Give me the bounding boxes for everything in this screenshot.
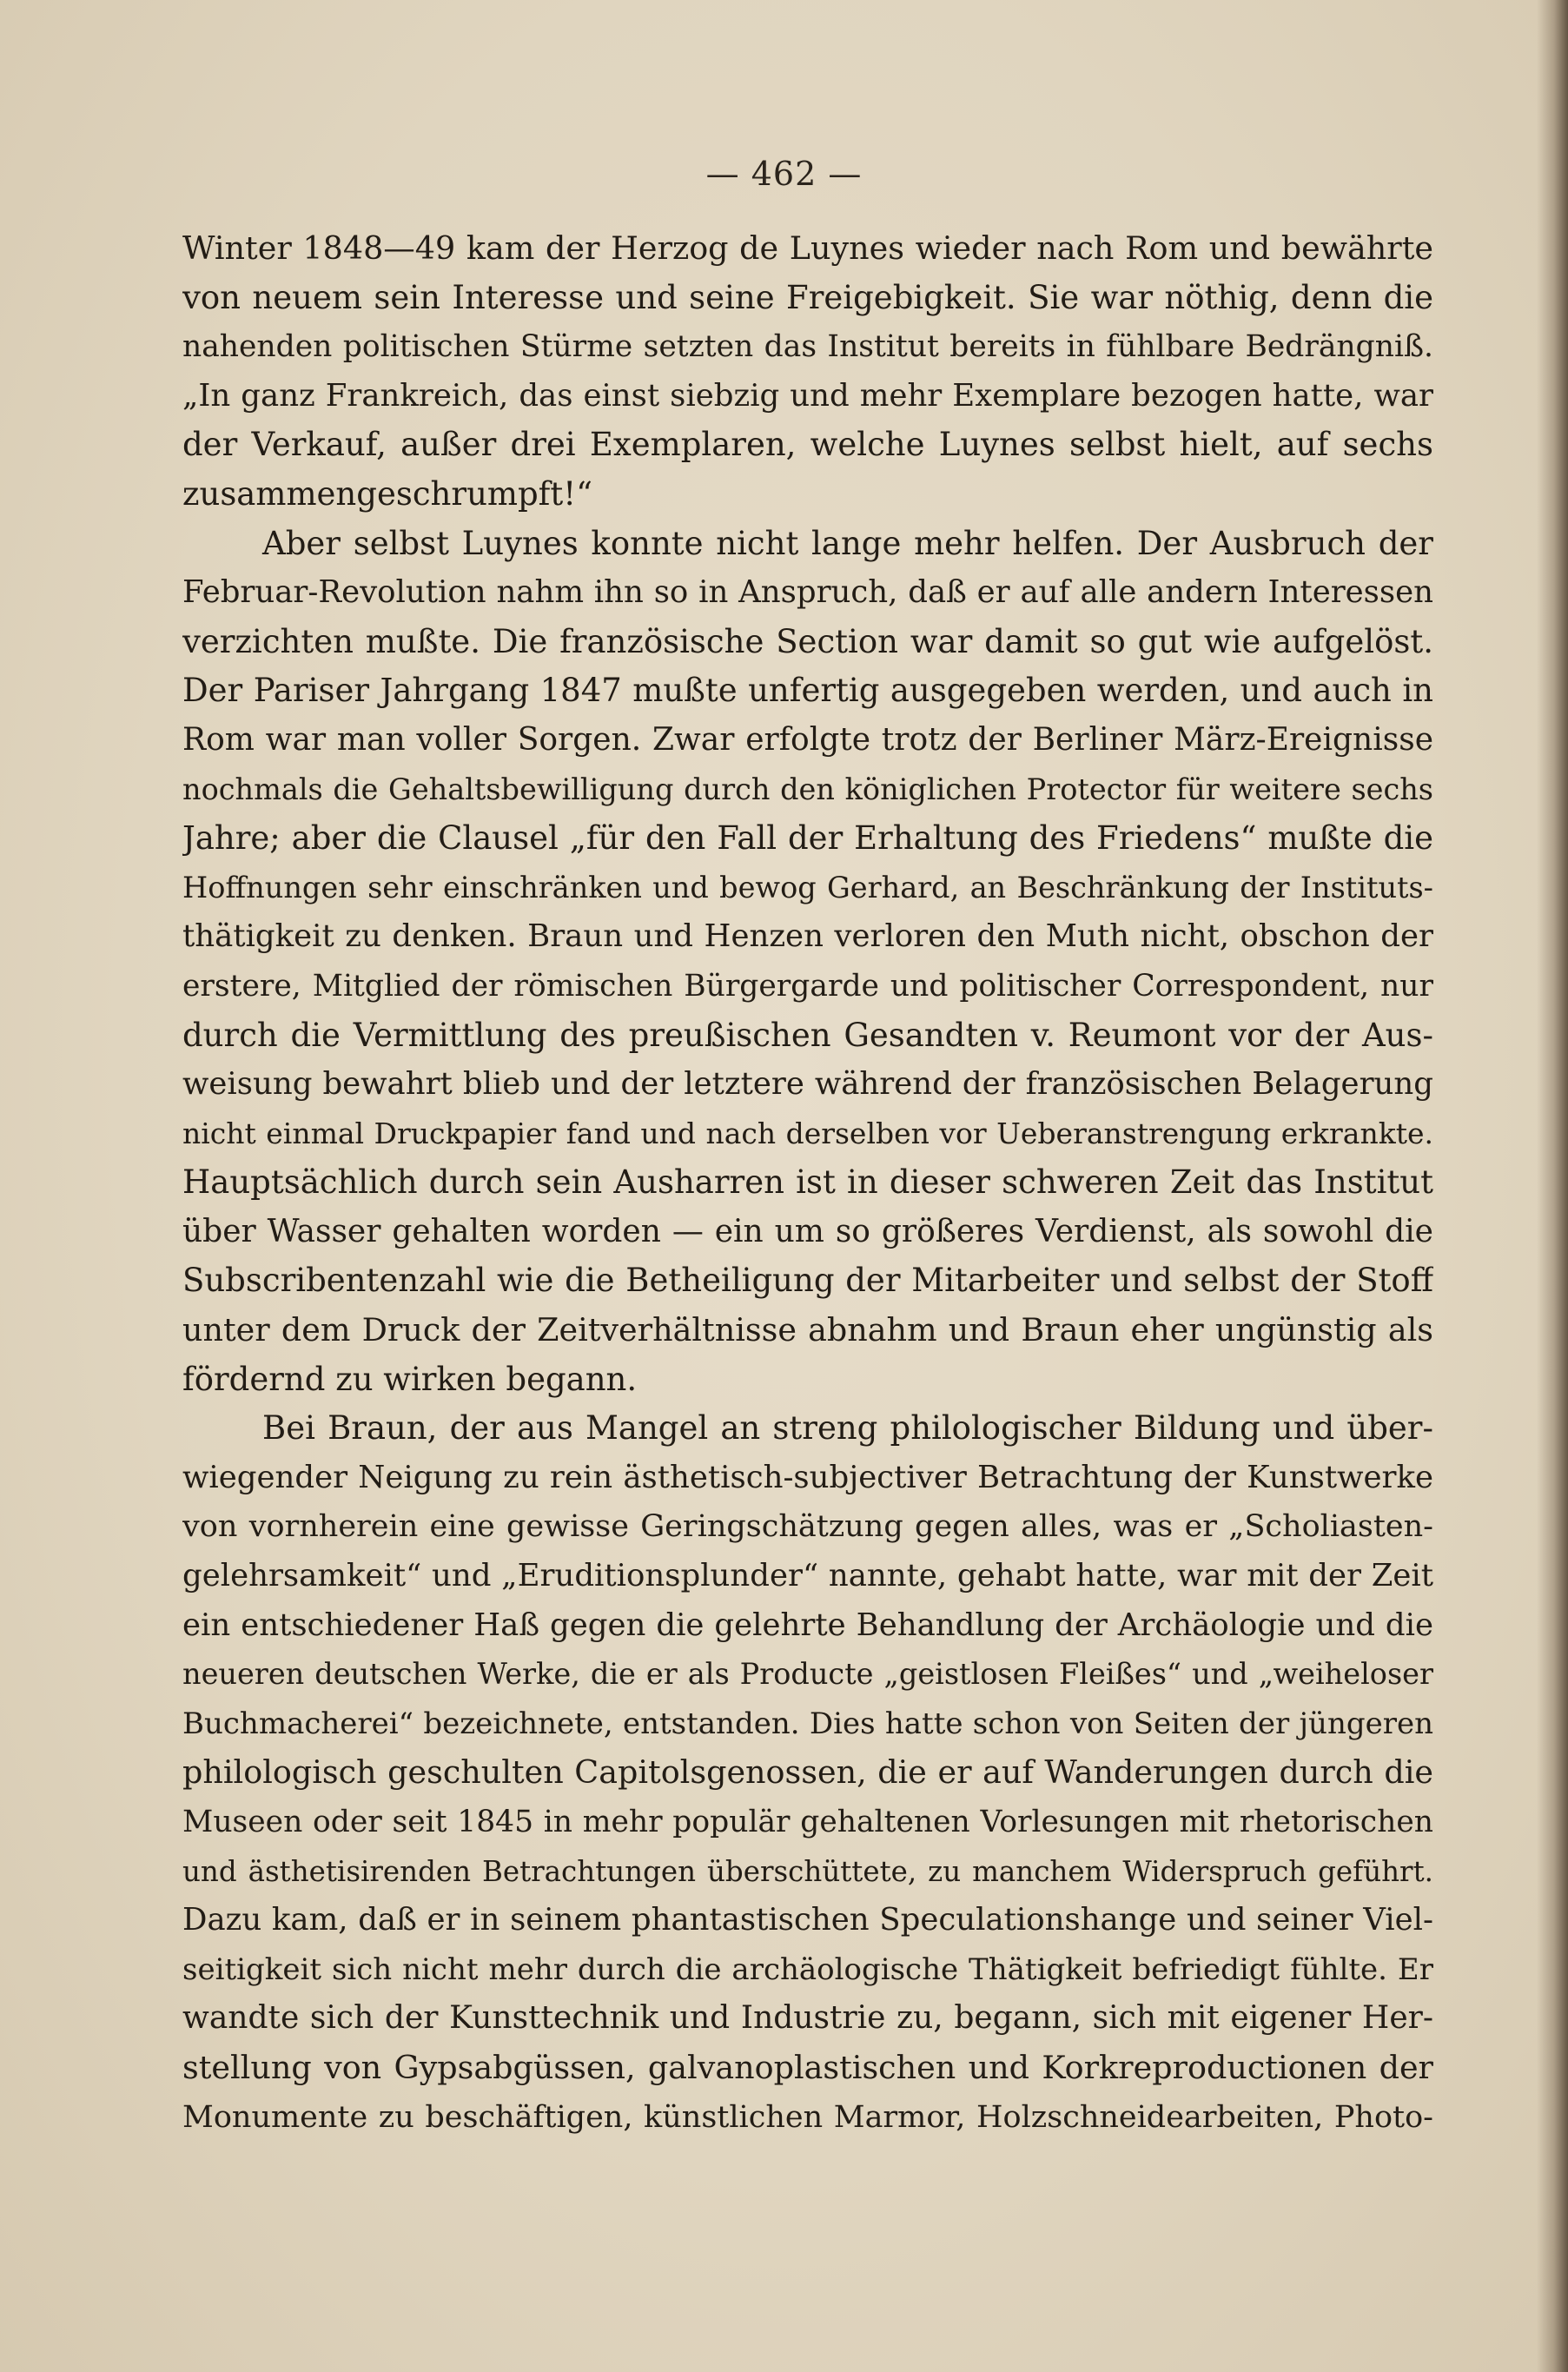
text-line: unter dem Druck der Zeitverhältnisse abnahm und Braun eher ungünstig als bbox=[182, 1311, 1433, 1349]
text-line: seitigkeit sich nicht mehr durch die archäologische Thätigkeit befriedigt fühlte. Er bbox=[182, 1951, 1433, 1987]
text-line: neueren deutschen Werke, die er als Producte „geistlosen Fleißes“ und „weiheloser bbox=[182, 1657, 1433, 1692]
text-line: wiegender Neigung zu rein ästhetisch-subjectiver Betrachtung der Kunstwerke bbox=[182, 1459, 1433, 1495]
text-line: „In ganz Frankreich, das einst siebzig und mehr Exemplare bezogen hatte, war bbox=[182, 377, 1433, 414]
text-line: weisung bewahrt blieb und der letztere während der französischen Belagerung bbox=[182, 1066, 1433, 1103]
text-line: Rom war man voller Sorgen. Zwar erfolgte trotz der Berliner März-Ereignisse bbox=[182, 721, 1433, 758]
text-line: Februar-Revolution nahm ihn so in Anspruch, daß er auf alle andern Interessen bbox=[182, 574, 1433, 611]
text-line: nochmals die Gehaltsbewilligung durch den königlichen Protector für weitere sechs bbox=[182, 772, 1433, 806]
text-line: Hoffnungen sehr einschränken und bewog Gerhard, an Beschränkung der Instituts- bbox=[182, 870, 1433, 904]
text-line: von neuem sein Interesse und seine Freigebigkeit. Sie war nöthig, denn die bbox=[182, 278, 1433, 316]
text-line: durch die Vermittlung des preußischen Gesandten v. Reumont vor der Aus- bbox=[182, 1016, 1433, 1054]
text-line: Jahre; aber die Clausel „für den Fall der Erhaltung des Friedens“ mußte die bbox=[182, 819, 1433, 858]
text-line: wandte sich der Kunsttechnik und Industrie zu, begann, sich mit eigener Her- bbox=[182, 2000, 1433, 2037]
text-line: Hauptsächlich durch sein Ausharren ist in dieser schweren Zeit das Institut bbox=[182, 1163, 1433, 1202]
text-line: Monumente zu beschäftigen, künstlichen Marmor, Holzschneidearbeiten, Photo- bbox=[182, 2099, 1433, 2135]
text-line: Subscribentenzahl wie die Betheiligung der Mitarbeiter und selbst der Stoff bbox=[182, 1262, 1433, 1300]
text-line: Winter 1848—49 kam der Herzog de Luynes wieder nach Rom und bewährte bbox=[182, 229, 1433, 267]
body-text bbox=[182, 224, 1433, 2142]
text-line: Bei Braun, der aus Mangel an streng philologischer Bildung und über- bbox=[262, 1409, 1433, 1448]
text-line: von vornherein eine gewisse Geringschätzung gegen alles, was er „Scholiasten- bbox=[182, 1509, 1433, 1545]
text-line: der Verkauf, außer drei Exemplaren, welche Luynes selbst hielt, auf sechs bbox=[182, 426, 1433, 464]
text-line: verzichten mußte. Die französische Section war damit so gut wie aufgelöst. bbox=[182, 622, 1433, 660]
text-line: Museen oder seit 1845 in mehr populär gehaltenen Vorlesungen mit rhetorischen bbox=[182, 1805, 1433, 1839]
page-spine-shadow bbox=[1537, 0, 1568, 2372]
text-line: zusammengeschrumpft!“ bbox=[182, 474, 593, 513]
text-line: erstere, Mitglied der römischen Bürgergarde und politischer Correspondent, nur bbox=[182, 968, 1433, 1004]
text-line: Dazu kam, daß er in seinem phantastischen Speculationshange und seiner Viel- bbox=[182, 1902, 1433, 1938]
text-line: über Wasser gehalten worden — ein um so größeres Verdienst, als sowohl die bbox=[182, 1213, 1433, 1249]
text-line: ein entschiedener Haß gegen die gelehrte Behandlung der Archäologie und die bbox=[182, 1607, 1433, 1643]
text-line: stellung von Gypsabgüssen, galvanoplastischen und Korkreproductionen der bbox=[182, 2048, 1433, 2086]
text-line: philologisch geschulten Capitolsgenossen, die er auf Wanderungen durch die bbox=[182, 1753, 1433, 1792]
text-line: nicht einmal Druckpapier fand und nach derselben vor Ueberanstrengung erkrankte. bbox=[182, 1116, 1433, 1150]
text-line: und ästhetisirenden Betrachtungen überschüttete, zu manchem Widerspruch geführt. bbox=[182, 1854, 1433, 1888]
text-line: gelehrsamkeit“ und „Eruditionsplunder“ nannte, gehabt hatte, war mit der Zeit bbox=[182, 1558, 1433, 1594]
text-line: Der Pariser Jahrgang 1847 mußte unfertig ausgegeben werden, und auch in bbox=[182, 672, 1433, 710]
text-line: Aber selbst Luynes konnte nicht lange mehr helfen. Der Ausbruch der bbox=[262, 524, 1433, 562]
text-line: nahenden politischen Stürme setzten das Institut bereits in fühlbare Bedrängniß. bbox=[182, 329, 1433, 365]
text-line: Buchmacherei“ bezeichnete, entstanden. Dies hatte schon von Seiten der jüngeren bbox=[182, 1706, 1433, 1741]
text-line: fördernd zu wirken begann. bbox=[182, 1360, 638, 1398]
page-number: — 462 — bbox=[705, 155, 863, 193]
text-line: thätigkeit zu denken. Braun und Henzen verloren den Muth nicht, obschon der bbox=[182, 918, 1433, 955]
